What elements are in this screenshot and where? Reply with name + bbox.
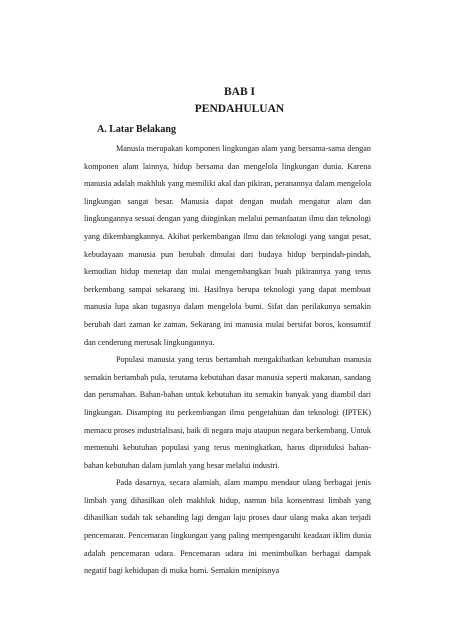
section-heading: A. Latar Belakang: [97, 124, 176, 135]
paragraph: Pada dasarnya, secara alamiah, alam mampu mendaur ulang berbagai jenis limbah yang dihasilkan oleh makhluk hidup, namun bila konsentrasi limbah yang dihasilkan sudah tak sebanding lagi dengan laju proses daur ulang maka akan terjadi pencemaran. Pencemaran lingkungan yang paling mempengaruhi keadaan iklim dunia adalah pencemaran udara. Pencemaran udara ini menimbulkan berbagai dampak negatif bagi kehidupan di muka bumi. Semakin menipisnya: [84, 478, 371, 576]
paragraph: Populasi manusia yang terus bertambah mengakibatkan kebutuhan manusia semakin bertambah pula, terutama kebutuhan dasar manusia seperti makanan, sandang dan perumahan. Bahan-bahan untuk kebutuhan itu semakin banyak yang diambil dari lingkungan. Disamping itu perkembangan ilmu pengetahuan dan teknologi (IPTEK) memacu proses industrialisasi, baik di negara maju ataupun negara berkembang. Untuk memenuhi kebutuhan populasi yang terus meningkatkan, harus diproduksi bahan-bahan kebutuhan dalam jumlah yang besar melalui industri.: [84, 355, 371, 470]
chapter-number: BAB I: [224, 86, 255, 98]
chapter-heading: [0, 84, 453, 118]
chapter-title: PENDAHULUAN: [194, 103, 285, 115]
paragraph: Manusia merupakan komponen lingkungan alam yang bersama-sama dengan komponen alam lainnya, hidup bersama dan mengelola lingkungan dunia. Karena manusia adalah makhluk yang memiliki akal dan pikiran, peranannya dalam mengelola lingkungan sangat besar. Manusia dapat dengan mudah mengatur alam dan lingkungannya sesuai dengan yang diinginkan melalui pemanfaatan ilmu dan teknologi yang dikembangkannya. Akibat perkembangan ilmu dan teknologi yang sangat pesat, kebudayaan manusia pun berubah dimulai dari budaya hidup berpindah-pindah, kemudian hidup menetap dan mulai mengembangkan buah pikirannya yang terus berkembang sampai sekarang ini. Hasilnya berupa teknologi yang dapat membuat manusia lupa akan tugasnya dalam mengelola bumi. Sifat dan perilakunya semakin berubah dari zaman ke zaman. Sekarang ini manusia mulai bersifat boros, konsumtif dan cenderung merusak lingkungannya.: [84, 144, 371, 347]
body-text: [84, 140, 371, 580]
